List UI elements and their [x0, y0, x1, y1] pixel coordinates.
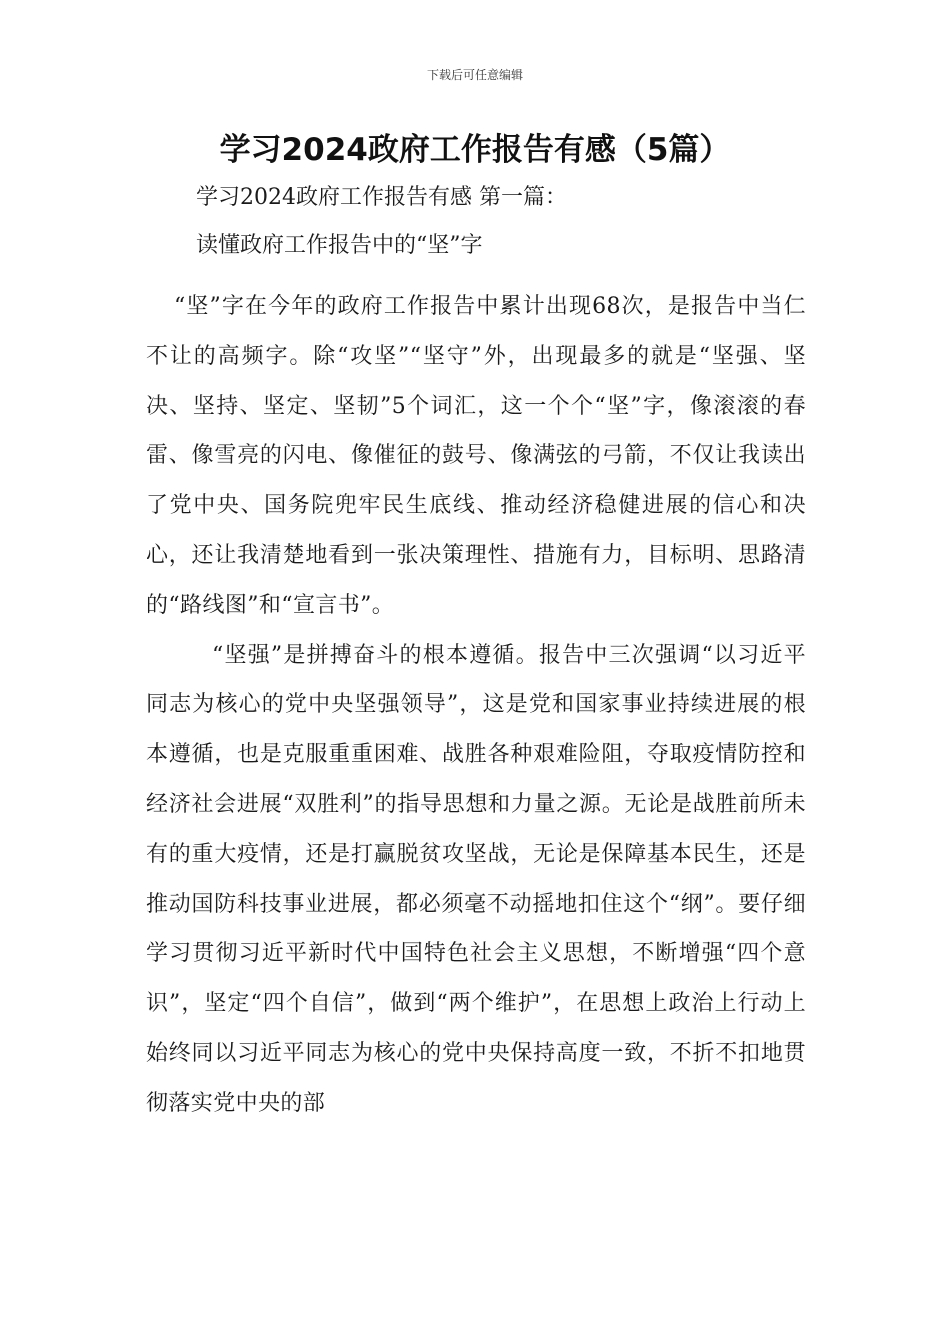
section-heading: 读懂政府工作报告中的“坚”字 — [196, 233, 483, 258]
body-paragraph-1: “坚”字在今年的政府工作报告中累计出现68次，是报告中当仁不让的高频字。除“攻坚”“坚守”外，出现最多的就是“坚强、坚决、坚持、坚定、坚韧”5个词汇，这一个个“坚”字，像滚滚的春雷、像雪亮的闪电、像催征的鼓号、像满弦的弓箭，不仅让我读出了党中央、国务院兜牢民生底线、推动经济稳健进展的信心和决心，还让我清楚地看到一张决策理性、措施有力，目标明、思路清的“路线图”和“宣言书”。 — [146, 294, 806, 618]
page-header-note: 下载后可任意编辑 — [426, 68, 523, 82]
document-title: 学习2024政府工作报告有感（5篇） — [219, 132, 731, 168]
body-paragraph-2: “坚强”是拼搏奋斗的根本遵循。报告中三次强调“以习近平同志为核心的党中央坚强领导”，这是党和国家事业持续进展的根本遵循，也是克服重重困难、战胜各种艰难险阻，夺取疫情防控和经济社会进展“双胜利”的指导思想和力量之源。无论是战胜前所未有的重大疫情，还是打赢脱贫攻坚战，无论是保障基本民生，还是推动国防科技事业进展，都必须毫不动摇地扣住这个“纲”。要仔细学习贯彻习近平新时代中国特色社会主义思想，不断增强“四个意识”，坚定“四个自信”，做到“两个维护”，在思想上政治上行动上始终同以习近平同志为核心的党中央保持高度一致，不折不扣地贯彻落实党中央的部 — [146, 642, 806, 1116]
document-subtitle: 学习2024政府工作报告有感 第一篇： — [196, 185, 567, 210]
document-body — [146, 282, 806, 1129]
